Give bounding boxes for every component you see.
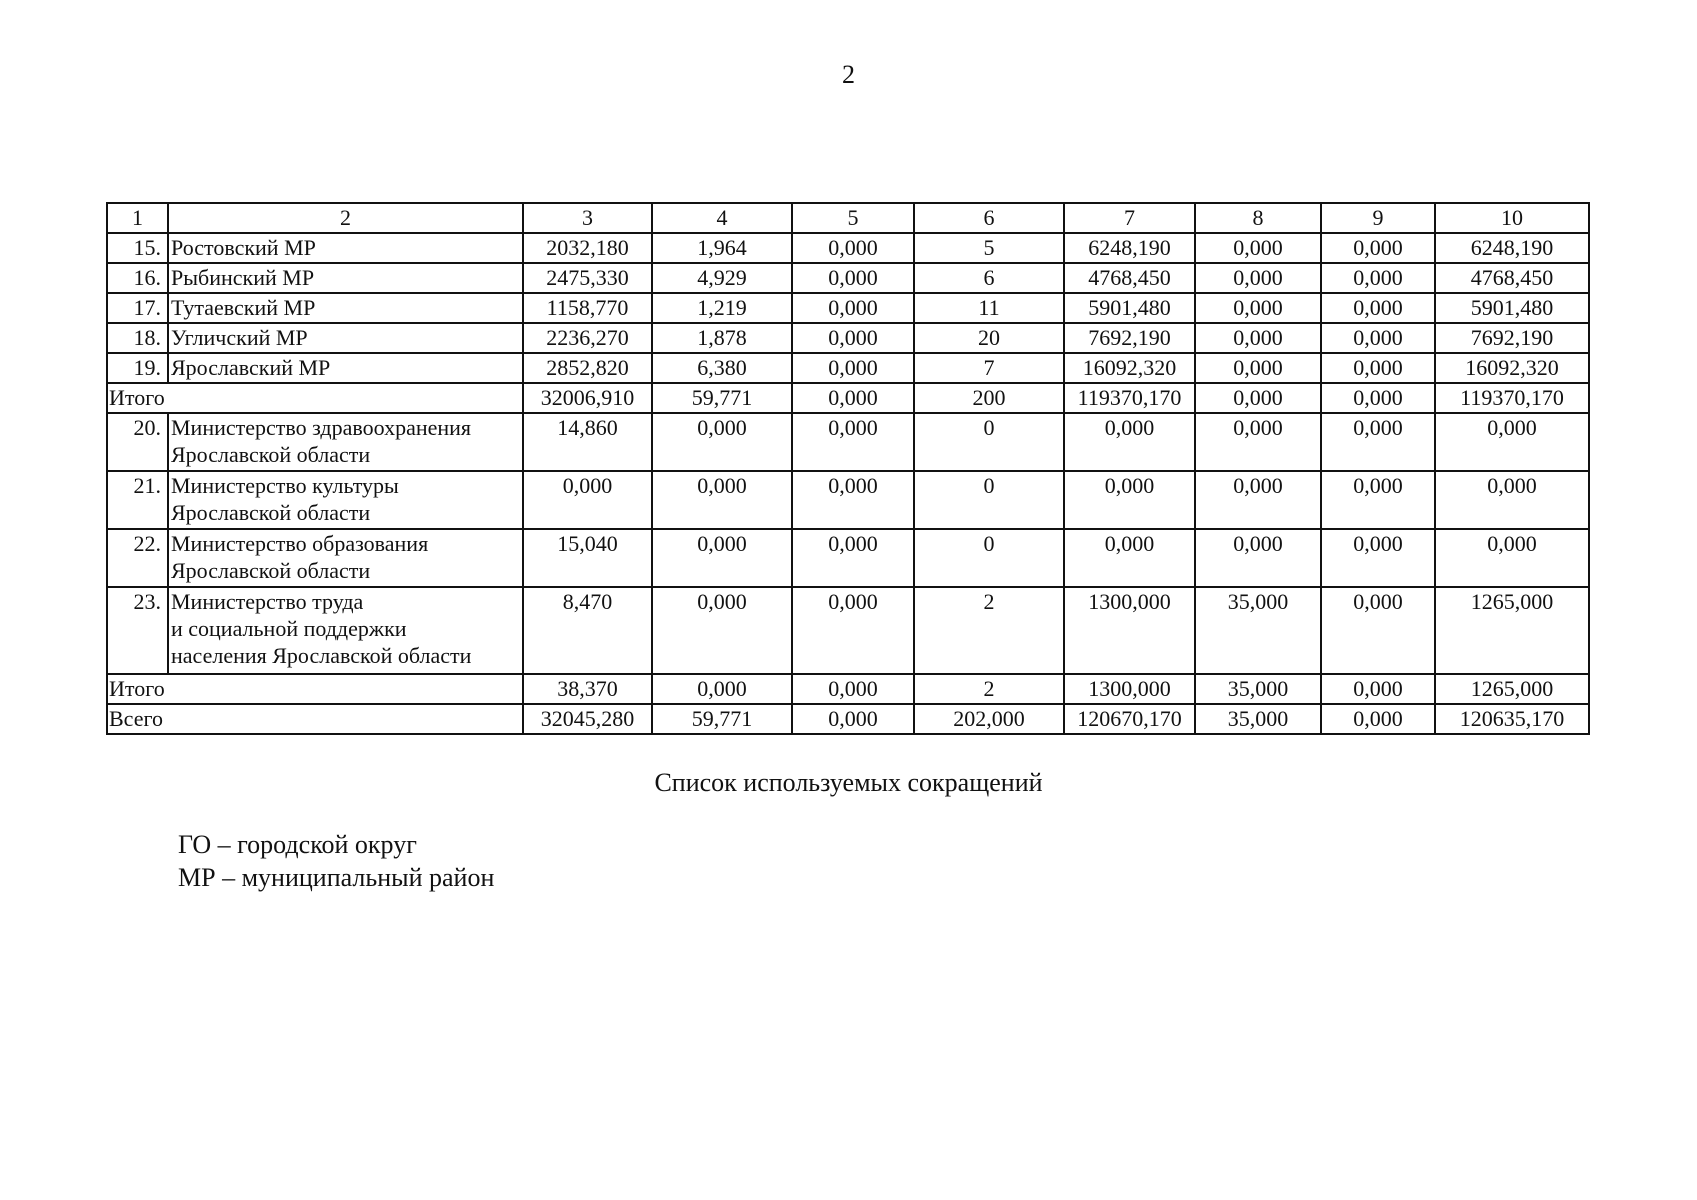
value-cell: 5901,480 (1064, 293, 1195, 323)
value-cell: 0,000 (652, 587, 792, 674)
value-cell: 35,000 (1195, 587, 1321, 674)
value-cell: 0 (914, 471, 1064, 529)
row-number: 22. (107, 529, 168, 587)
table-row (107, 587, 1589, 674)
value-cell: 0,000 (1195, 263, 1321, 293)
value-cell: 0,000 (1435, 413, 1589, 471)
value-cell: 35,000 (1195, 674, 1321, 704)
table-row (107, 293, 1589, 323)
value-cell: 4768,450 (1435, 263, 1589, 293)
value-cell: 1,219 (652, 293, 792, 323)
value-cell: 0,000 (792, 383, 914, 413)
name-line: и социальной поддержки (171, 616, 407, 641)
value-cell: 5901,480 (1435, 293, 1589, 323)
value-cell: 202,000 (914, 704, 1064, 734)
value-cell: 0,000 (652, 529, 792, 587)
value-cell: 6248,190 (1435, 233, 1589, 263)
value-cell: 5 (914, 233, 1064, 263)
value-cell: 0,000 (1195, 323, 1321, 353)
subtotal-row (107, 674, 1589, 704)
row-number: 19. (107, 353, 168, 383)
row-name (168, 471, 523, 529)
row-number: 16. (107, 263, 168, 293)
value-cell: 0,000 (1195, 471, 1321, 529)
value-cell: 0,000 (1321, 323, 1435, 353)
value-cell: 0,000 (792, 233, 914, 263)
table-row (107, 263, 1589, 293)
value-cell: 2032,180 (523, 233, 652, 263)
subtotal-label: Итого (107, 383, 523, 413)
value-cell: 0,000 (1195, 353, 1321, 383)
value-cell: 0,000 (792, 471, 914, 529)
row-name: Ярославский МР (168, 353, 523, 383)
row-name: Рыбинский МР (168, 263, 523, 293)
value-cell: 32006,910 (523, 383, 652, 413)
name-line: Ярославской области (171, 500, 371, 525)
row-number: 17. (107, 293, 168, 323)
value-cell: 6,380 (652, 353, 792, 383)
value-cell: 0,000 (1321, 383, 1435, 413)
value-cell: 0,000 (1064, 471, 1195, 529)
header-cell: 9 (1321, 203, 1435, 233)
name-line: Министерство здравоохранения (171, 415, 472, 440)
value-cell: 119370,170 (1064, 383, 1195, 413)
row-name (168, 413, 523, 471)
name-line: Министерство культуры (171, 473, 399, 498)
value-cell: 16092,320 (1064, 353, 1195, 383)
value-cell: 35,000 (1195, 704, 1321, 734)
value-cell: 1265,000 (1435, 674, 1589, 704)
value-cell: 0,000 (652, 471, 792, 529)
value-cell: 0,000 (792, 323, 914, 353)
abbreviations-list (178, 828, 494, 894)
value-cell: 2 (914, 587, 1064, 674)
value-cell: 4,929 (652, 263, 792, 293)
value-cell: 59,771 (652, 704, 792, 734)
table-row (107, 471, 1589, 529)
value-cell: 2475,330 (523, 263, 652, 293)
value-cell: 0,000 (1321, 674, 1435, 704)
total-label: Всего (107, 704, 523, 734)
value-cell: 0,000 (1195, 413, 1321, 471)
header-cell: 2 (168, 203, 523, 233)
header-cell: 1 (107, 203, 168, 233)
abbreviation-item: ГО – городской округ (178, 830, 417, 859)
value-cell: 120670,170 (1064, 704, 1195, 734)
value-cell: 0,000 (1195, 233, 1321, 263)
value-cell: 0,000 (652, 674, 792, 704)
value-cell: 0,000 (1321, 704, 1435, 734)
value-cell: 0,000 (792, 674, 914, 704)
row-name: Тутаевский МР (168, 293, 523, 323)
value-cell: 0,000 (792, 293, 914, 323)
value-cell: 15,040 (523, 529, 652, 587)
value-cell: 2 (914, 674, 1064, 704)
value-cell: 7692,190 (1064, 323, 1195, 353)
header-cell: 3 (523, 203, 652, 233)
table-row (107, 353, 1589, 383)
header-cell: 10 (1435, 203, 1589, 233)
abbreviations-title: Список используемых сокращений (654, 768, 1043, 797)
value-cell: 1265,000 (1435, 587, 1589, 674)
value-cell: 20 (914, 323, 1064, 353)
value-cell: 0,000 (1321, 413, 1435, 471)
row-name: Ростовский МР (168, 233, 523, 263)
value-cell: 2852,820 (523, 353, 652, 383)
header-cell: 6 (914, 203, 1064, 233)
row-name: Угличский МР (168, 323, 523, 353)
name-line: Министерство труда (171, 589, 364, 614)
value-cell: 0,000 (792, 353, 914, 383)
table-row (107, 323, 1589, 353)
value-cell: 0,000 (1064, 529, 1195, 587)
value-cell: 2236,270 (523, 323, 652, 353)
table-row (107, 413, 1589, 471)
value-cell: 1,964 (652, 233, 792, 263)
value-cell: 8,470 (523, 587, 652, 674)
header-row (107, 203, 1589, 233)
name-line: Ярославской области (171, 558, 371, 583)
value-cell: 0,000 (792, 704, 914, 734)
header-cell: 8 (1195, 203, 1321, 233)
page-number: 2 (842, 60, 855, 89)
value-cell: 1300,000 (1064, 587, 1195, 674)
row-number: 20. (107, 413, 168, 471)
value-cell: 6 (914, 263, 1064, 293)
value-cell: 38,370 (523, 674, 652, 704)
value-cell: 16092,320 (1435, 353, 1589, 383)
header-cell: 4 (652, 203, 792, 233)
value-cell: 1300,000 (1064, 674, 1195, 704)
value-cell: 7692,190 (1435, 323, 1589, 353)
value-cell: 0 (914, 529, 1064, 587)
value-cell: 0,000 (792, 529, 914, 587)
subtotal-row (107, 383, 1589, 413)
value-cell: 6248,190 (1064, 233, 1195, 263)
row-number: 18. (107, 323, 168, 353)
budget-table (106, 202, 1590, 735)
name-line: Министерство образования (171, 531, 429, 556)
row-number: 15. (107, 233, 168, 263)
table-row (107, 529, 1589, 587)
name-line: населения Ярославской области (171, 643, 472, 668)
value-cell: 1,878 (652, 323, 792, 353)
value-cell: 200 (914, 383, 1064, 413)
value-cell: 0,000 (1195, 383, 1321, 413)
value-cell: 0,000 (792, 413, 914, 471)
value-cell: 0,000 (1435, 529, 1589, 587)
value-cell: 0,000 (1195, 293, 1321, 323)
total-row (107, 704, 1589, 734)
header-cell: 5 (792, 203, 914, 233)
value-cell: 0,000 (792, 587, 914, 674)
value-cell: 32045,280 (523, 704, 652, 734)
value-cell: 0,000 (652, 413, 792, 471)
value-cell: 120635,170 (1435, 704, 1589, 734)
row-name (168, 529, 523, 587)
value-cell: 0,000 (1321, 529, 1435, 587)
name-line: Ярославской области (171, 442, 371, 467)
value-cell: 0 (914, 413, 1064, 471)
value-cell: 0,000 (1321, 471, 1435, 529)
value-cell: 0,000 (1321, 233, 1435, 263)
value-cell: 0,000 (1064, 413, 1195, 471)
value-cell: 11 (914, 293, 1064, 323)
value-cell: 7 (914, 353, 1064, 383)
value-cell: 0,000 (792, 263, 914, 293)
row-number: 23. (107, 587, 168, 674)
value-cell: 0,000 (1321, 353, 1435, 383)
value-cell: 0,000 (1435, 471, 1589, 529)
abbreviation-item: МР – муниципальный район (178, 863, 495, 892)
value-cell: 0,000 (523, 471, 652, 529)
value-cell: 0,000 (1321, 293, 1435, 323)
value-cell: 0,000 (1321, 587, 1435, 674)
table-row (107, 233, 1589, 263)
value-cell: 14,860 (523, 413, 652, 471)
value-cell: 4768,450 (1064, 263, 1195, 293)
header-cell: 7 (1064, 203, 1195, 233)
subtotal-label: Итого (107, 674, 523, 704)
value-cell: 1158,770 (523, 293, 652, 323)
value-cell: 0,000 (1321, 263, 1435, 293)
row-name (168, 587, 523, 674)
value-cell: 59,771 (652, 383, 792, 413)
value-cell: 119370,170 (1435, 383, 1589, 413)
value-cell: 0,000 (1195, 529, 1321, 587)
row-number: 21. (107, 471, 168, 529)
